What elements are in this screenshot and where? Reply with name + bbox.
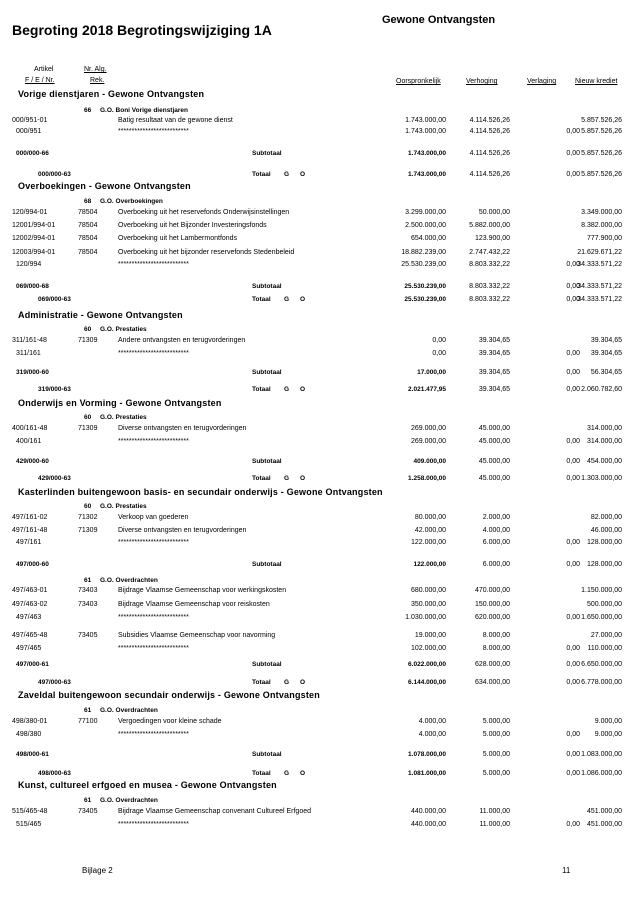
nieuw-krediet-cell: 128.000,00 <box>586 561 622 568</box>
nr-alg-cell: 71302 <box>78 514 98 521</box>
subtotal-row <box>0 751 638 761</box>
nieuw-krediet-cell: 34.333.571,22 <box>577 261 622 268</box>
verlaging-cell: 0,00 <box>566 661 580 668</box>
article-total-row <box>0 539 638 549</box>
nieuw-krediet-cell: 314.000,00 <box>586 425 622 432</box>
subtotal-row <box>0 458 638 468</box>
nr-alg-cell: 77100 <box>78 718 98 725</box>
verlaging-cell: 0,00 <box>566 539 580 546</box>
verhoging-cell: 2.000,00 <box>482 514 510 521</box>
description-cell: ************************** <box>118 645 189 652</box>
article-total-row <box>0 614 638 624</box>
group-header: 60 G.O. Prestaties <box>84 503 147 510</box>
g-label: G <box>284 386 290 393</box>
oorspronkelijk-cell: 25.530.239,00 <box>401 261 446 268</box>
verlaging-cell: 0,00 <box>566 386 580 393</box>
description-cell: Diverse ontvangsten en terugvorderingen <box>118 425 247 432</box>
verhoging-cell: 39.304,65 <box>478 337 510 344</box>
nr-alg-cell: 73403 <box>78 587 98 594</box>
g-label: G <box>284 296 290 303</box>
table-row <box>0 632 638 642</box>
nieuw-krediet-cell: 5.857.526,26 <box>581 128 622 135</box>
page-title: Begroting 2018 Begrotingswijziging 1A <box>12 22 272 38</box>
oorspronkelijk-cell: 1.078.000,00 <box>408 751 446 758</box>
artikel-cell: 497/000-61 <box>16 661 49 668</box>
nr-alg-cell: 73405 <box>78 808 98 815</box>
nieuw-krediet-cell: 5.857.526,26 <box>581 117 622 124</box>
verhoging-cell: 5.000,00 <box>482 751 510 758</box>
total-label: Totaal <box>252 386 271 393</box>
verlaging-cell: 0,00 <box>566 150 580 157</box>
artikel-cell: 429/000-63 <box>38 475 71 482</box>
group-header: 68 G.O. Overboekingen <box>84 198 163 205</box>
description-cell: Andere ontvangsten en terugvorderingen <box>118 337 246 344</box>
oorspronkelijk-cell: 1.743.000,00 <box>408 171 446 178</box>
artikel-cell: 497/000-60 <box>16 561 49 568</box>
artikel-cell: 400/161 <box>16 438 42 445</box>
description-cell: ************************** <box>118 731 189 738</box>
table-row <box>0 425 638 435</box>
oorspronkelijk-cell: 654.000,00 <box>410 235 446 242</box>
artikel-cell: 069/000-63 <box>38 296 71 303</box>
artikel-cell: 497/463-01 <box>12 587 48 594</box>
artikel-cell: 498/380-01 <box>12 718 48 725</box>
oorspronkelijk-cell: 6.022.000,00 <box>408 661 446 668</box>
nieuw-krediet-cell: 82.000,00 <box>590 514 622 521</box>
verlaging-cell: 0,00 <box>566 171 580 178</box>
total-row <box>0 386 638 396</box>
oorspronkelijk-cell: 80.000,00 <box>414 514 446 521</box>
nieuw-krediet-cell: 451.000,00 <box>586 808 622 815</box>
artikel-cell: 498/380 <box>16 731 42 738</box>
total-label: Totaal <box>252 296 271 303</box>
artikel-cell: 120/994-01 <box>12 209 48 216</box>
nieuw-krediet-cell: 110.000,00 <box>587 645 622 652</box>
nr-alg-cell: 78504 <box>78 209 98 216</box>
nieuw-krediet-cell: 500.000,00 <box>586 601 622 608</box>
article-total-row <box>0 438 638 448</box>
artikel-cell: 497/161-48 <box>12 527 48 534</box>
artikel-cell: 12001/994-01 <box>12 222 56 229</box>
oorspronkelijk-cell: 102.000,00 <box>410 645 446 652</box>
artikel-cell: 12002/994-01 <box>12 235 56 242</box>
subtotal-label: Subtotaal <box>252 150 282 157</box>
verhoging-cell: 5.882.000,00 <box>469 222 510 229</box>
oorspronkelijk-cell: 4.000,00 <box>418 718 446 725</box>
nieuw-krediet-cell: 1.150.000,00 <box>581 587 622 594</box>
nieuw-krediet-cell: 451.000,00 <box>586 821 622 828</box>
verhoging-cell: 6.000,00 <box>482 561 510 568</box>
verhoging-cell: 11.000,00 <box>479 808 510 815</box>
verlaging-cell: 0,00 <box>566 369 580 376</box>
section-title: Administratie - Gewone Ontvangsten <box>18 310 183 320</box>
verhoging-cell: 4.114.526,26 <box>469 171 510 178</box>
column-header-verlaging: Verlaging <box>527 78 557 85</box>
nieuw-krediet-cell: 777.900,00 <box>586 235 622 242</box>
artikel-cell: 000/000-66 <box>16 150 49 157</box>
oorspronkelijk-cell: 122.000,00 <box>410 539 446 546</box>
verhoging-cell: 50.000,00 <box>478 209 510 216</box>
verhoging-cell: 634.000,00 <box>474 679 510 686</box>
table-row <box>0 235 638 245</box>
o-label: O <box>300 296 306 303</box>
artikel-cell: 311/161 <box>16 350 41 357</box>
verhoging-cell: 45.000,00 <box>478 475 510 482</box>
oorspronkelijk-cell: 269.000,00 <box>410 438 446 445</box>
verlaging-cell: 0,00 <box>566 475 580 482</box>
verhoging-cell: 5.000,00 <box>482 718 510 725</box>
description-cell: ************************** <box>118 438 189 445</box>
artikel-cell: 498/000-61 <box>16 751 49 758</box>
artikel-cell: 12003/994-01 <box>12 249 56 256</box>
description-cell: ************************** <box>118 821 189 828</box>
verlaging-cell: 0,00 <box>566 261 580 268</box>
nieuw-krediet-cell: 5.857.526,26 <box>581 171 622 178</box>
group-header: 60 G.O. Prestaties <box>84 326 147 333</box>
artikel-cell: 311/161-48 <box>12 337 47 344</box>
oorspronkelijk-cell: 1.081.000,00 <box>408 770 446 777</box>
g-label: G <box>284 171 290 178</box>
description-cell: Bijdrage Vlaamse Gemeenschap voor werkingskosten <box>118 587 287 594</box>
artikel-cell: 497/161 <box>16 539 42 546</box>
nieuw-krediet-cell: 454.000,00 <box>586 458 622 465</box>
verhoging-cell: 39.304,65 <box>478 369 510 376</box>
artikel-cell: 497/465-48 <box>12 632 48 639</box>
o-label: O <box>300 171 306 178</box>
subtotal-row <box>0 150 638 160</box>
verlaging-cell: 0,00 <box>566 731 580 738</box>
nieuw-krediet-cell: 39.304,65 <box>590 350 622 357</box>
total-label: Totaal <box>252 475 271 482</box>
total-label: Totaal <box>252 171 271 178</box>
verhoging-cell: 8.803.332,22 <box>469 283 510 290</box>
artikel-cell: 497/000-63 <box>38 679 71 686</box>
oorspronkelijk-cell: 0,00 <box>432 350 446 357</box>
group-header: 61 G.O. Overdrachten <box>84 707 158 714</box>
total-row <box>0 475 638 485</box>
verhoging-cell: 45.000,00 <box>478 438 510 445</box>
verhoging-cell: 39.304,65 <box>478 350 510 357</box>
verlaging-cell: 0,00 <box>566 821 580 828</box>
column-header-fenr: F / E / Nr. <box>25 77 55 84</box>
oorspronkelijk-cell: 18.882.239,00 <box>401 249 446 256</box>
subtotal-label: Subtotaal <box>252 751 282 758</box>
verhoging-cell: 4.000,00 <box>482 527 510 534</box>
description-cell: Bijdrage Vlaamse Gemeenschap convenant Cultureel Erfgoed <box>118 808 312 815</box>
total-row <box>0 171 638 181</box>
verlaging-cell: 0,00 <box>566 458 580 465</box>
verhoging-cell: 628.000,00 <box>474 661 510 668</box>
o-label: O <box>300 770 306 777</box>
oorspronkelijk-cell: 3.299.000,00 <box>405 209 446 216</box>
description-cell: Subsidies Vlaamse Gemeenschap voor navorming <box>118 632 276 639</box>
verlaging-cell: 0,00 <box>566 679 580 686</box>
verhoging-cell: 8.803.332,22 <box>469 261 510 268</box>
subtotal-row <box>0 369 638 379</box>
oorspronkelijk-cell: 6.144.000,00 <box>408 679 446 686</box>
nieuw-krediet-cell: 1.303.000,00 <box>581 475 622 482</box>
nr-alg-cell: 78504 <box>78 249 98 256</box>
artikel-cell: 400/161-48 <box>12 425 48 432</box>
g-label: G <box>284 475 290 482</box>
oorspronkelijk-cell: 269.000,00 <box>410 425 446 432</box>
description-cell: Diverse ontvangsten en terugvorderingen <box>118 527 247 534</box>
nr-alg-cell: 78504 <box>78 222 98 229</box>
verhoging-cell: 45.000,00 <box>478 458 510 465</box>
o-label: O <box>300 386 306 393</box>
subtotal-row <box>0 561 638 571</box>
group-header: 61 G.O. Overdrachten <box>84 577 158 584</box>
g-label: G <box>284 770 290 777</box>
artikel-cell: 498/000-63 <box>38 770 71 777</box>
oorspronkelijk-cell: 122.000,00 <box>413 561 446 568</box>
nieuw-krediet-cell: 9.000,00 <box>594 718 622 725</box>
nieuw-krediet-cell: 8.382.000,00 <box>581 222 622 229</box>
nieuw-krediet-cell: 56.304,65 <box>590 369 622 376</box>
artikel-cell: 319/000-60 <box>16 369 49 376</box>
subtotal-label: Subtotaal <box>252 458 282 465</box>
artikel-cell: 429/000-60 <box>16 458 49 465</box>
description-cell: Overboeking uit het Lambermontfonds <box>118 235 238 242</box>
verhoging-cell: 2.747.432,22 <box>469 249 510 256</box>
verlaging-cell: 0,00 <box>566 283 580 290</box>
oorspronkelijk-cell: 1.743.000,00 <box>405 117 446 124</box>
oorspronkelijk-cell: 680.000,00 <box>410 587 446 594</box>
nr-alg-cell: 71309 <box>78 527 98 534</box>
verhoging-cell: 45.000,00 <box>478 425 510 432</box>
table-row <box>0 117 638 127</box>
artikel-cell: 000/951 <box>16 128 42 135</box>
nieuw-krediet-cell: 128.000,00 <box>586 539 622 546</box>
oorspronkelijk-cell: 409.000,00 <box>413 458 446 465</box>
column-header-nralg: Nr. Alg. <box>84 66 107 73</box>
verhoging-cell: 123.900,00 <box>474 235 510 242</box>
artikel-cell: 319/000-63 <box>38 386 71 393</box>
oorspronkelijk-cell: 2.021.477,95 <box>408 386 446 393</box>
oorspronkelijk-cell: 17.000,00 <box>417 369 446 376</box>
description-cell: Verkoop van goederen <box>118 514 189 521</box>
verlaging-cell: 0,00 <box>566 770 580 777</box>
nieuw-krediet-cell: 34.333.571,22 <box>577 283 622 290</box>
nieuw-krediet-cell: 1.086.000,00 <box>581 770 622 777</box>
table-row <box>0 337 638 347</box>
subtotal-row <box>0 283 638 293</box>
oorspronkelijk-cell: 2.500.000,00 <box>405 222 446 229</box>
section-title: Zaveldal buitengewoon secundair onderwijs - Gewone Ontvangsten <box>18 690 320 700</box>
verhoging-cell: 150.000,00 <box>474 601 510 608</box>
artikel-cell: 069/000-68 <box>16 283 49 290</box>
nieuw-krediet-cell: 9.000,00 <box>594 731 622 738</box>
page-subtitle: Gewone Ontvangsten <box>382 14 496 26</box>
verhoging-cell: 6.000,00 <box>482 539 510 546</box>
nr-alg-cell: 73405 <box>78 632 98 639</box>
group-header: 66 G.O. Boni Vorige dienstjaren <box>84 107 189 114</box>
subtotal-label: Subtotaal <box>252 561 282 568</box>
nieuw-krediet-cell: 314.000,00 <box>586 438 622 445</box>
section-title: Kunst, cultureel erfgoed en musea - Gewone Ontvangsten <box>18 780 277 790</box>
verhoging-cell: 5.000,00 <box>482 770 510 777</box>
total-label: Totaal <box>252 770 271 777</box>
verlaging-cell: 0,00 <box>566 614 580 621</box>
artikel-cell: 515/465-48 <box>12 808 48 815</box>
article-total-row <box>0 350 638 360</box>
nieuw-krediet-cell: 34.333.571,22 <box>577 296 622 303</box>
nieuw-krediet-cell: 6.650.000,00 <box>581 661 622 668</box>
nr-alg-cell: 78504 <box>78 235 98 242</box>
o-label: O <box>300 475 306 482</box>
artikel-cell: 000/000-63 <box>38 171 71 178</box>
verlaging-cell: 0,00 <box>566 645 580 652</box>
verhoging-cell: 11.000,00 <box>479 821 510 828</box>
verhoging-cell: 4.114.526,26 <box>469 150 510 157</box>
artikel-cell: 120/994 <box>16 261 42 268</box>
verhoging-cell: 8.000,00 <box>482 632 510 639</box>
column-header-verhoging: Verhoging <box>466 78 498 85</box>
artikel-cell: 497/161-02 <box>12 514 48 521</box>
verlaging-cell: 0,00 <box>566 350 580 357</box>
verlaging-cell: 0,00 <box>566 438 580 445</box>
g-label: G <box>284 679 290 686</box>
oorspronkelijk-cell: 440.000,00 <box>410 808 446 815</box>
table-row <box>0 222 638 232</box>
description-cell: ************************** <box>118 128 189 135</box>
subtotal-label: Subtotaal <box>252 661 282 668</box>
footer-left: Bijlage 2 <box>82 866 113 875</box>
table-row <box>0 718 638 728</box>
verhoging-cell: 8.000,00 <box>482 645 510 652</box>
column-header-rek: Rek. <box>90 77 105 84</box>
table-row <box>0 249 638 259</box>
oorspronkelijk-cell: 350.000,00 <box>410 601 446 608</box>
section-title: Onderwijs en Vorming - Gewone Ontvangsten <box>18 398 222 408</box>
description-cell: ************************** <box>118 261 189 268</box>
subtotal-label: Subtotaal <box>252 283 282 290</box>
subtotal-label: Subtotaal <box>252 369 282 376</box>
nieuw-krediet-cell: 1.083.000,00 <box>581 751 622 758</box>
verlaging-cell: 0,00 <box>566 296 580 303</box>
description-cell: Vergoedingen voor kleine schade <box>118 718 222 725</box>
nieuw-krediet-cell: 3.349.000,00 <box>581 209 622 216</box>
artikel-cell: 497/465 <box>16 645 42 652</box>
description-cell: ************************** <box>118 614 189 621</box>
artikel-cell: 497/463-02 <box>12 601 48 608</box>
oorspronkelijk-cell: 1.743.000,00 <box>405 128 446 135</box>
o-label: O <box>300 679 306 686</box>
verhoging-cell: 5.000,00 <box>482 731 510 738</box>
oorspronkelijk-cell: 25.530.239,00 <box>404 296 446 303</box>
nieuw-krediet-cell: 21.629.671,22 <box>577 249 622 256</box>
column-header-oorspronkelijk: Oorspronkelijk <box>396 78 441 85</box>
verhoging-cell: 8.803.332,22 <box>469 296 510 303</box>
verhoging-cell: 4.114.526,26 <box>469 117 510 124</box>
oorspronkelijk-cell: 440.000,00 <box>410 821 446 828</box>
description-cell: ************************** <box>118 539 189 546</box>
oorspronkelijk-cell: 25.530.239,00 <box>404 283 446 290</box>
description-cell: Batig resultaat van de gewone dienst <box>118 117 233 124</box>
nr-alg-cell: 73403 <box>78 601 98 608</box>
section-title: Vorige dienstjaren - Gewone Ontvangsten <box>18 89 205 99</box>
column-header-artikel: Artikel <box>34 66 54 73</box>
article-total-row <box>0 645 638 655</box>
total-label: Totaal <box>252 679 271 686</box>
verlaging-cell: 0,00 <box>566 128 580 135</box>
oorspronkelijk-cell: 1.258.000,00 <box>408 475 446 482</box>
total-row <box>0 770 638 780</box>
total-row <box>0 296 638 306</box>
verlaging-cell: 0,00 <box>566 561 580 568</box>
verlaging-cell: 0,00 <box>566 751 580 758</box>
description-cell: Overboeking uit het bijzonder reservefonds Stedenbeleid <box>118 249 295 256</box>
nieuw-krediet-cell: 5.857.526,26 <box>581 150 622 157</box>
description-cell: ************************** <box>118 350 189 357</box>
nieuw-krediet-cell: 2.060.782,60 <box>581 386 622 393</box>
subtotal-row <box>0 661 638 671</box>
verhoging-cell: 4.114.526,26 <box>469 128 510 135</box>
section-title: Overboekingen - Gewone Ontvangsten <box>18 181 191 191</box>
oorspronkelijk-cell: 4.000,00 <box>418 731 446 738</box>
table-row <box>0 601 638 611</box>
artikel-cell: 515/465 <box>16 821 42 828</box>
section-title: Kasterlinden buitengewoon basis- en secundair onderwijs - Gewone Ontvangsten <box>18 487 383 497</box>
verhoging-cell: 470.000,00 <box>474 587 510 594</box>
nr-alg-cell: 71309 <box>78 425 98 432</box>
table-row <box>0 514 638 524</box>
oorspronkelijk-cell: 1.743.000,00 <box>408 150 446 157</box>
nieuw-krediet-cell: 1.650.000,00 <box>581 614 622 621</box>
oorspronkelijk-cell: 42.000,00 <box>414 527 446 534</box>
table-row <box>0 808 638 818</box>
group-header: 61 G.O. Overdrachten <box>84 797 158 804</box>
nieuw-krediet-cell: 46.000,00 <box>590 527 622 534</box>
table-row <box>0 527 638 537</box>
nieuw-krediet-cell: 39.304,65 <box>590 337 622 344</box>
description-cell: Bijdrage Vlaamse Gemeenschap voor reiskosten <box>118 601 270 608</box>
group-header: 60 G.O. Prestaties <box>84 414 147 421</box>
artikel-cell: 000/951-01 <box>12 117 48 124</box>
verhoging-cell: 620.000,00 <box>474 614 510 621</box>
nieuw-krediet-cell: 27.000,00 <box>590 632 622 639</box>
article-total-row <box>0 821 638 831</box>
article-total-row <box>0 731 638 741</box>
oorspronkelijk-cell: 1.030.000,00 <box>405 614 446 621</box>
description-cell: Overboeking uit het reservefonds Onderwijsinstellingen <box>118 209 290 216</box>
nr-alg-cell: 71309 <box>78 337 98 344</box>
article-total-row <box>0 261 638 271</box>
article-total-row <box>0 128 638 138</box>
oorspronkelijk-cell: 19.000,00 <box>414 632 446 639</box>
verhoging-cell: 39.304,65 <box>478 386 510 393</box>
total-row <box>0 679 638 689</box>
column-header-nieuw: Nieuw krediet <box>575 78 618 85</box>
table-row <box>0 587 638 597</box>
oorspronkelijk-cell: 0,00 <box>432 337 446 344</box>
page-number: 11 <box>562 866 571 875</box>
table-row <box>0 209 638 219</box>
artikel-cell: 497/463 <box>16 614 42 621</box>
description-cell: Overboeking uit het Bijzonder Investeringsfonds <box>118 222 267 229</box>
nieuw-krediet-cell: 6.778.000,00 <box>581 679 622 686</box>
